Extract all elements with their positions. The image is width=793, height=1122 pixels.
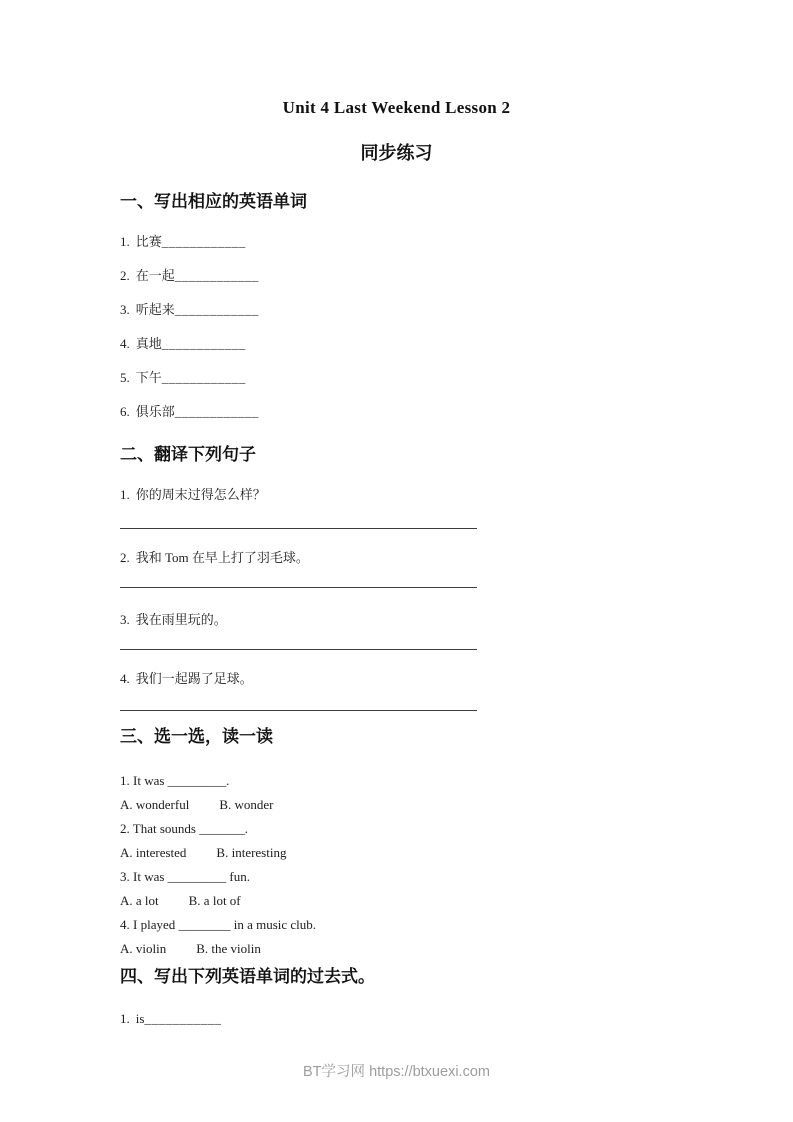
sentence-item-4 [120, 670, 673, 688]
word-item-4 [120, 335, 673, 353]
word-item-3 [120, 301, 673, 319]
item-word: 下午 [135, 370, 162, 385]
mc-options-2 [120, 844, 673, 862]
section1-heading: 一、写出相应的英语单词 [120, 192, 307, 211]
item-number: 4. [120, 336, 130, 351]
mc-options-4 [120, 940, 673, 958]
mc-question-4: 4. I played ________ in a music club. [120, 917, 317, 932]
option-a: A. wonderful [120, 797, 190, 812]
sentence-text: 你的周末过得怎么样？ [135, 487, 266, 502]
mc-question-2: 2. That sounds _______. [120, 821, 248, 836]
option-b: B. a lot of [188, 893, 241, 908]
item-number: 2. [120, 550, 130, 565]
answer-blank: ____________ [174, 302, 259, 317]
option-b: B. interesting [216, 845, 287, 860]
sentence-item-2 [120, 549, 673, 567]
answer-blank: ____________ [161, 234, 246, 249]
word-item-2 [120, 267, 673, 285]
mc-question-1: 1. It was _________. [120, 773, 230, 788]
answer-blank: ____________ [174, 268, 259, 283]
sentence-text: 我和 Tom 在早上打了羽毛球。 [135, 550, 309, 565]
item-word: 在一起 [135, 268, 175, 283]
option-a: A. interested [120, 845, 187, 860]
answer-blank: ___________ [144, 1011, 222, 1026]
item-number: 3. [120, 612, 130, 627]
sentence-text: 我在雨里玩的。 [135, 612, 227, 627]
item-word: is [135, 1011, 145, 1026]
item-number: 4. [120, 671, 130, 686]
option-a: A. a lot [120, 893, 159, 908]
option-b: B. the violin [196, 941, 261, 956]
mc-options-3 [120, 892, 673, 910]
item-word: 俱乐部 [135, 404, 175, 419]
section2-heading: 二、翻译下列句子 [120, 445, 256, 464]
sentence-text: 我们一起踢了足球。 [135, 671, 253, 686]
section3-heading: 三、选一选，读一读 [120, 727, 273, 746]
item-number: 1. [120, 487, 130, 502]
section4-heading: 四、写出下列英语单词的过去式。 [120, 967, 375, 986]
item-word: 听起来 [135, 302, 175, 317]
option-a: A. violin [120, 941, 167, 956]
item-number: 5. [120, 370, 130, 385]
sentence-item-3 [120, 611, 673, 629]
item-number: 1. [120, 234, 130, 249]
past-tense-item-1 [120, 1010, 673, 1028]
item-number: 2. [120, 268, 130, 283]
answer-line [120, 649, 477, 650]
item-number: 6. [120, 404, 130, 419]
item-number: 1. [120, 1011, 130, 1026]
answer-line [120, 587, 477, 588]
mc-options-1 [120, 796, 673, 814]
site-watermark: BT学习网 https://btxuexi.com [303, 1064, 490, 1080]
item-word: 真地 [135, 336, 162, 351]
doc-title: Unit 4 Last Weekend Lesson 2 [282, 98, 511, 117]
answer-line [120, 710, 477, 711]
word-item-5 [120, 369, 673, 387]
answer-blank: ____________ [161, 370, 246, 385]
item-number: 3. [120, 302, 130, 317]
item-word: 比赛 [135, 234, 162, 249]
mc-question-3: 3. It was _________ fun. [120, 869, 250, 884]
sentence-item-1 [120, 486, 673, 504]
word-item-1 [120, 233, 673, 251]
word-item-6 [120, 403, 673, 421]
answer-blank: ____________ [174, 404, 259, 419]
answer-blank: ____________ [161, 336, 246, 351]
option-b: B. wonder [219, 797, 274, 812]
answer-line [120, 528, 477, 529]
doc-subtitle: 同步练习 [360, 143, 433, 163]
